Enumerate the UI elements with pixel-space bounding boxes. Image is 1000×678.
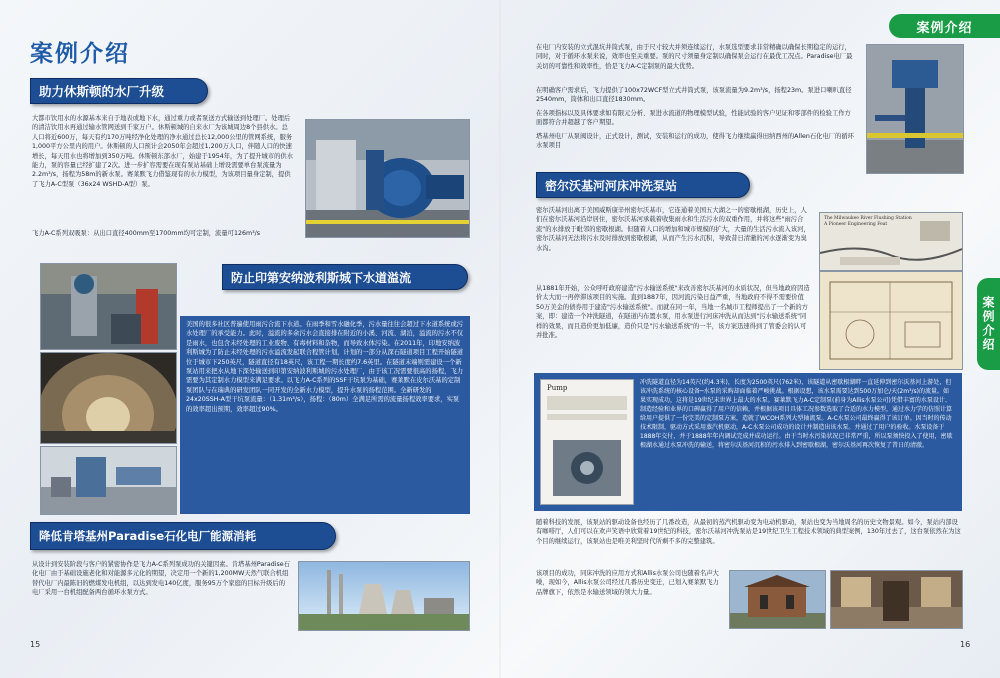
indianapolis-body-text: 美国的很多社区普遍使用雨污合流下水道。在雨季和雪水融化季，污水量往往会超过下水道系统或污水处理厂的承受能力。此时，溢流的多余污水会直接排在附近的小溪、河流、湖泊，溢流的污水不仅是雨水，也包含未经处理的工业废物、有毒材料和杂物，而导致水体污染。在2011年，印地安纳波利斯城为了防止未经处理的污水溢流发起联合程管计划，计划的一部分从深石隧道项目工程开始隧道位于城市下250英尺，隧道直径有18英尺，该工程一期长度约7.6英里。在隧道末端则需建设一个新泵站用来把水从地下深处输送到印第安纳波利斯城的污水处理厂，由于该工况需要很高的扬程，飞力需要为其定制水力模型来满足要求。以飞力A-C系列的SSF干坑泵为基础，赛莱默在皮尔沃基的定制泵团队与在瑞典的研发团队一同开发的全新水力模型，提升水泵的扬程范围。全新研发的24x20SSH-A型干坑泵流量：（1.31m³/s），扬程：（80m）全满足所需的流量扬程效率要求，实泵的效率超出预期，效率超过90%。	[186, 321, 464, 413]
milwaukee-body-text-2: 从1881年开始，公众呼吁政府建造"污水输送系统"来改善密尔沃基河的水质状况，但当地政府因造价太大而一再停滞该项目的实施。直到1887年，因河流污染日益严重，当地政府不得不需要价值50万美金的债券用于建造"污水输送系统"。而就在同一年，当地一名城市工程师提出了一个新的方案，即：建造一个冲洗隧道，在隧道内布置水泵，用水泵进行河床冲洗从而达到"污水输送系统"同样的效果，而且造价更加低廉，造价只是"污水输送系统"的一半，该方案迅速得到了管委会的认可并批准。	[536, 285, 810, 340]
houston-pump-photo	[305, 119, 470, 238]
pump-caption: Pump	[547, 384, 568, 392]
page-number-right: 16	[960, 640, 971, 649]
paradise-body-text: 从设计到安装阶段与客户的紧密协作是飞力A-C系列泵成功的关键因素。肯塔基州Paradise石化电厂由于基础设施老化和对能源多元化的期望，决定用一个新的1,200MW天然气联合机组替代电厂内最陈旧的燃煤发电机组，以达到发电140亿度，服务95万个家庭的目标升级后的电厂采用一台机组配备两台循环水泵方式。	[32, 561, 290, 597]
pump-illustration	[540, 379, 634, 505]
section-title-paradise: 降低肯塔基州Paradise石化电厂能源消耗	[30, 522, 336, 550]
milwaukee-bottom-text-2: 该项目的成功，同床冲洗的应用方式和Allis水泵公司也随着名声大噪，现如今，Allis水泵公司经过几番历史变迁，已划入赛莱默飞力品牌旗下，依然是水输送领域的领大力量。	[536, 570, 719, 596]
section-tag-side: 案例介绍	[977, 278, 1000, 370]
milwaukee-panel-text: 冲洗隧道直径为14英尺(约4.3米)，长度为2500英尺(762米)，该隧道从密歇根湖畔一直延伸到密尔沃基河上游处，但该冲洗系统的核心设备─水泵的采购却面临着严峻挑战。根据设想，该水泵需要达到500万加仑/天(2m³/s)的流量。如果实现成功，这将是19世纪末世界上最大的水泵。赛莱默飞力A-C定制泵(前身为Allis水泵公司)凭借丰富的水泵设计、制造经验和业界的口碑赢得了用户的信赖，并根据该项目具体工况参数选取了合适的水力模型，通过水力学的仿照计算给用户提供了一份完美的定制泵方案，造就了WCOH系列大型轴流泵。A-C水泵公司最终赢得了该订单。因当时的传动技术限制，驱动方式采用蒸汽机驱动，A-C水泵公司成功的设计并制造出该水泵。并通过了用户的验收。水泵设备于1888年交付，并于1888年年内调试完成并成功运行。由于当时水污染状况已非常严重，所以泵须快投入了使用，密歇根湖水通过水泵冲洗的输送，将密尔沃基河沉积的污水排入到密歇根湖，密尔沃基河再次恢复了昔日的清澈。	[640, 379, 953, 449]
milwaukee-bottom-text-1: 随着科技的发展，该泵站的驱动设备也经历了几番改造，从最初的蒸汽机驱动变为电动机驱动，泵站也变为当地周名的历史文物景观。如今，泵站内部设有咖啡厅，人们可以在欢声笑语中欣赏着19世纪的科技，密尔沃基河冲洗泵站是19世纪卫生工程技术领域的典型案例，130年过去了，这台泵依然在为这个目的继续运行，该泵站也是唯美利坚时代所剩不多的完整建筑。	[536, 519, 961, 545]
section-title-houston: 助力休斯顿的水厂升级	[30, 78, 208, 104]
paradise-inspection-text: 在各项指标以及具体要求如有限元分析、泵进水流道的物理模型试验，性能试验的客户见证和零部件的检验工作方面都符合并超越了客户期望。	[536, 110, 851, 127]
paradise-spec-text: 在明确客户需求后，飞力提供了100x72WCF型立式井筒式泵，该泵流量为9.2m³/s，扬程23m。泵进口喇叭直径2540mm，筒体和出口直径1830mm。	[536, 87, 852, 104]
power-plant-photo	[298, 561, 470, 631]
paradise-allen-text: 塔基州电厂从泵阀设计，正式设计，测试，安装和运行的成功，使得飞力继续赢得田纳西州的Allen石化电厂的循环水泵项目	[536, 133, 854, 150]
page-title: 案例介绍	[30, 41, 130, 67]
pump-station-interior-photo	[830, 570, 963, 629]
milwaukee-body-text-1: 密尔沃基河出离于美国威斯康辛州密尔沃基市，它连通着美国五大湖之一的密歇根湖，历史上，人们在密尔沃基河沿岸居住，密尔沃基河承载着收集雨水和生活污水的双重作用，并将这些"雨污合流"的水排放于毗邻的密歇根湖。但随着人口的增加和城市规模的扩大，大量的生活污水流入该河，密尔沃基河无法将污水及时排放到密歇根湖，从而产生污水沉积，导致昔日清澈的河水逐渐变为臭水沟。	[536, 207, 810, 252]
houston-spec-text: 飞力A-C系列双吸泵：从出口直径400mm至1700mm均可定制，流量可126m³/s	[32, 230, 261, 237]
historic-map-photo	[819, 212, 963, 271]
indianapolis-text-panel	[180, 316, 470, 514]
blueprint-photo	[819, 271, 963, 370]
paradise-continued-text: 在电厂内安装的立式混坑井筒式泵，由于尺寸较大并须连续运行，水泵选型要求非常精确以确保长期稳定的运行，同时，对于循环水泵来说，效率也至关重要。泵的尺寸须量身定制以确保泵会运行在最优工况点。Paradise电厂最关切的可靠性和效率性，恰是飞力A-C定制泵的最大优势。	[536, 44, 853, 70]
section-title-indianapolis: 防止印第安纳波利斯城下水道溢流	[222, 264, 468, 290]
tunnel-interior-photo	[40, 352, 177, 444]
vertical-pump-photo	[866, 44, 964, 174]
page-number-left: 15	[30, 640, 41, 649]
houston-body-text: 大都市饮用水的水源基本来自于地表或地下水，通过重力或者泵送方式输送到处理厂。处理后的清洁饮用水再通过输水管网送到千家万户。休斯顿城的自来水厂为该城周边8个县供水。总人口将近600万，每天有约170万吨经净化处理的净水通过总长12,000公里的管网系统，服务1,000平方公里内的用户。休斯顿的人口预计会2050年会超过1,200万人口，伴随人口的快速增长，每天用水也将增加到350万吨。休斯顿东部水厂，始建于1954年，为了提升城市的供水能力，泵的容量已经扩建了2次。进一步扩容需要在现有泵站基础上增设需要单台泵流量为2.2m³/s，扬程为58m的新水泵。赛莱默飞力借鉴现有的水力模型，为该项目量身定制，提供了飞力A-C型泵（36x24 WSHD-A型）泵。	[32, 115, 294, 188]
section-tag-top: 案例介绍	[889, 14, 1000, 38]
section-title-milwaukee: 密尔沃基河河床冲洗泵站	[536, 172, 750, 198]
tunnel-construction-photo	[40, 263, 177, 350]
pump-station-exterior-photo	[729, 570, 826, 629]
historic-photo-label: The Milwaukee River Flushing Station A Pioneer Engineering Feat	[824, 216, 912, 227]
pump-equipment-photo	[40, 446, 177, 515]
page-spine	[499, 0, 501, 678]
milwaukee-text-panel	[534, 373, 962, 511]
